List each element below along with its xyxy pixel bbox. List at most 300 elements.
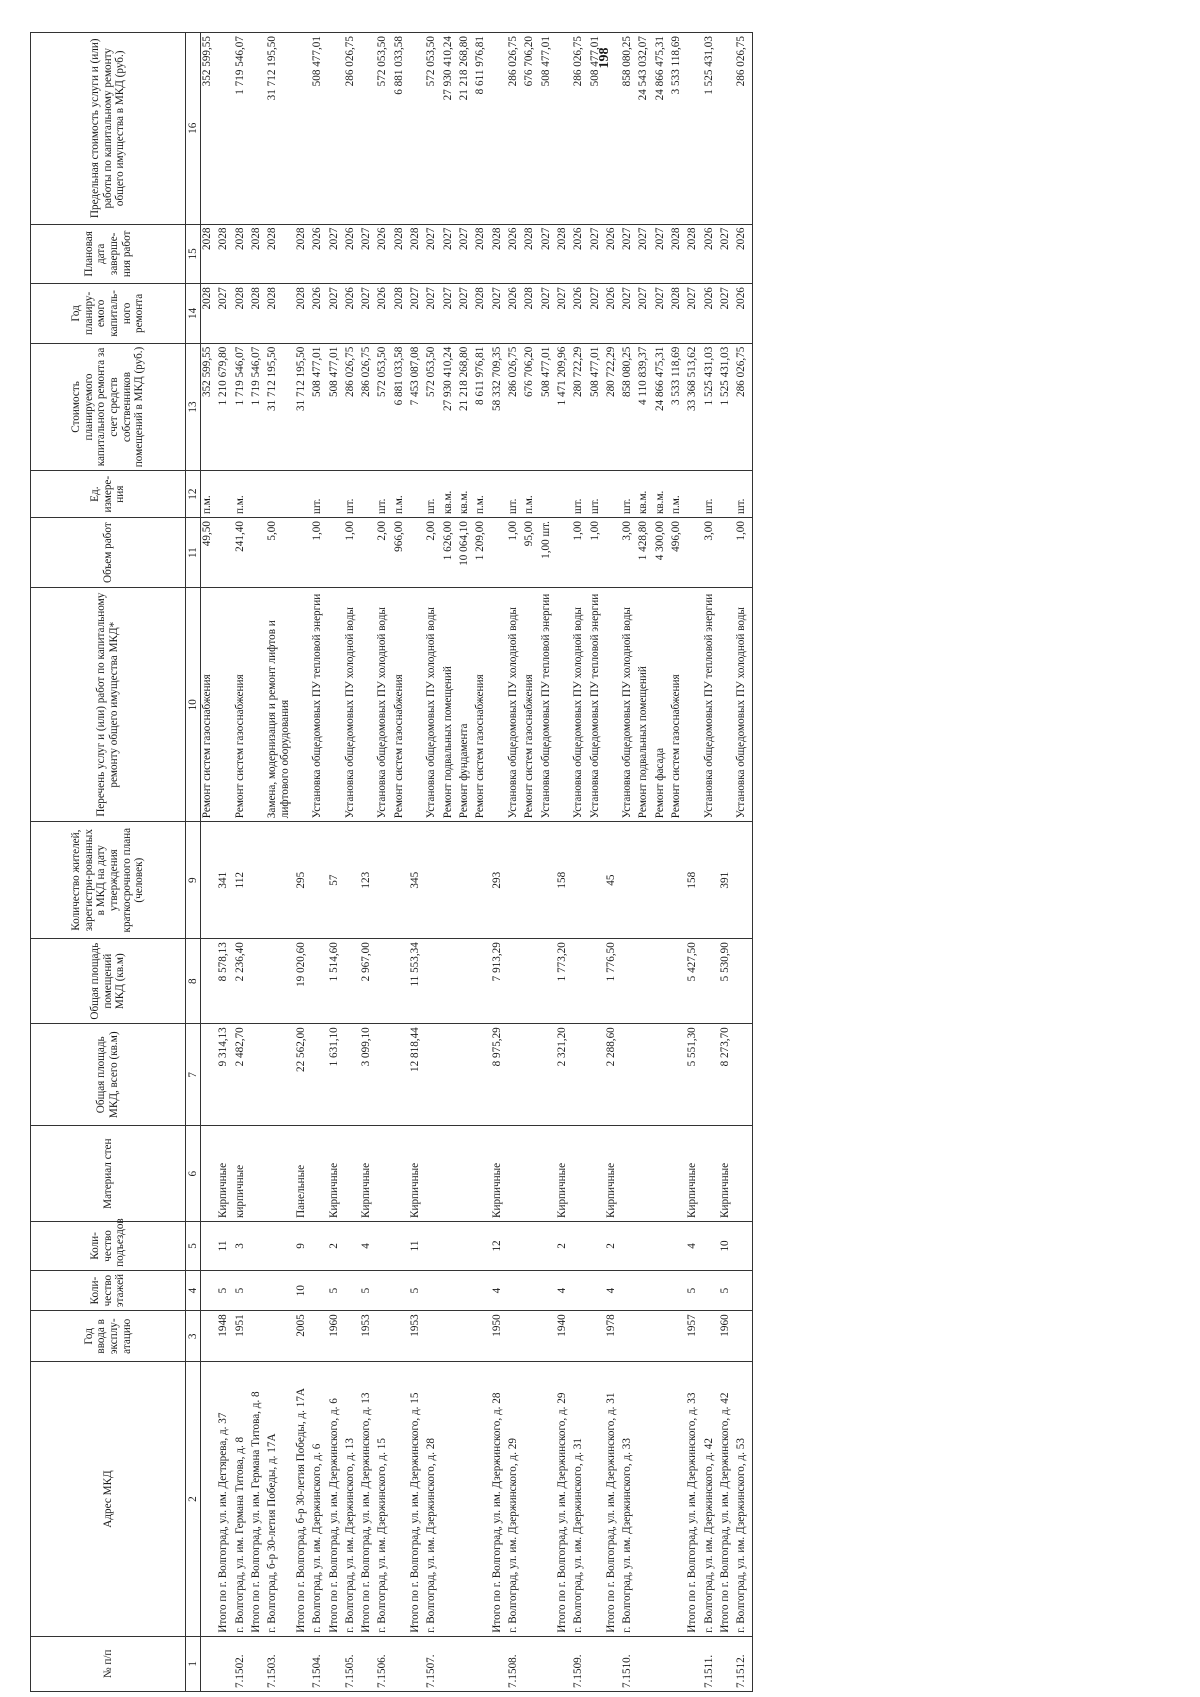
table-row xyxy=(474,33,486,1692)
floors-cell: 4 xyxy=(491,1270,503,1310)
total-area-cell xyxy=(654,1024,666,1126)
column-number: 12 xyxy=(186,471,201,518)
repair-year-cell: 2026 xyxy=(507,284,519,344)
repair-year-cell: 2028 xyxy=(295,284,307,344)
premises-area-cell: 7 913,29 xyxy=(491,939,503,1024)
premises-area-cell xyxy=(540,939,552,1024)
premises-area-cell xyxy=(201,939,214,1024)
residents-cell xyxy=(654,822,666,939)
work-type-cell: Установка общедомовых ПУ холодной воды xyxy=(572,588,584,822)
work-type-cell: Установка общедомовых ПУ тепловой энергии xyxy=(540,588,552,822)
total-row xyxy=(605,33,617,1692)
completion-date-cell: 2028 xyxy=(393,224,405,284)
residents-cell: 123 xyxy=(360,822,372,939)
wall-material-cell xyxy=(621,1126,633,1222)
premises-area-cell xyxy=(344,939,356,1024)
work-volume-cell: 1 626,00 xyxy=(442,518,454,588)
header-cell: Общая площадь помещений МКД (кв.м) xyxy=(31,939,186,1024)
planned-cost-cell: 858 080,25 xyxy=(621,343,633,471)
completion-date-cell: 2028 xyxy=(474,224,486,284)
unit-cell xyxy=(409,471,421,518)
table-row xyxy=(201,33,214,1692)
residents-cell: 57 xyxy=(328,822,340,939)
work-volume-cell xyxy=(719,518,731,588)
completion-date-cell: 2028 xyxy=(523,224,535,284)
floors-cell xyxy=(703,1270,715,1310)
wall-material-cell: кирпичные xyxy=(234,1126,246,1222)
commission-year-cell: 1953 xyxy=(360,1311,372,1362)
total-area-cell: 2 482,70 xyxy=(234,1024,246,1126)
work-volume-cell: 1,00 xyxy=(344,518,356,588)
header-cell: Коли-чество подъездов xyxy=(31,1222,186,1271)
entrances-cell xyxy=(201,1222,214,1271)
repair-plan-table xyxy=(30,32,753,1692)
unit-cell: шт. xyxy=(344,471,356,518)
column-number: 1 xyxy=(186,1636,201,1691)
work-volume-cell: 95,00 xyxy=(523,518,535,588)
entrances-cell xyxy=(670,1222,682,1271)
repair-year-cell: 2028 xyxy=(266,284,291,344)
unit-cell: п.м. xyxy=(670,471,682,518)
commission-year-cell xyxy=(589,1311,601,1362)
row-number-cell: 7.1502. xyxy=(234,1636,246,1691)
entrances-cell xyxy=(654,1222,666,1271)
floors-cell: 5 xyxy=(719,1270,731,1310)
unit-cell: п.м. xyxy=(393,471,405,518)
work-type-cell: Ремонт фасада xyxy=(654,588,666,822)
unit-cell: п.м. xyxy=(201,471,214,518)
total-area-cell: 9 314,13 xyxy=(217,1024,229,1126)
column-number: 7 xyxy=(186,1024,201,1126)
completion-date-cell: 2027 xyxy=(621,224,633,284)
row-number-cell xyxy=(393,1636,405,1691)
header-row xyxy=(31,33,186,1692)
max-cost-cell: 286 026,75 xyxy=(572,33,584,225)
residents-cell xyxy=(266,822,291,939)
entrances-cell: 4 xyxy=(686,1222,698,1271)
column-number: 14 xyxy=(186,284,201,344)
repair-year-cell: 2027 xyxy=(217,284,229,344)
work-type-cell: Ремонт систем газоснабжения xyxy=(393,588,405,822)
premises-area-cell xyxy=(311,939,323,1024)
max-cost-cell xyxy=(556,33,568,225)
unit-cell xyxy=(295,471,307,518)
address-cell: Итого по г. Волгоград, б-р 30-летия Победы, д. 17А xyxy=(295,1362,307,1636)
commission-year-cell: 1948 xyxy=(217,1311,229,1362)
address-cell: г. Волгоград, ул. им. Дзержинского, д. 15 xyxy=(376,1362,388,1636)
unit-cell xyxy=(719,471,731,518)
repair-year-cell: 2027 xyxy=(621,284,633,344)
floors-cell xyxy=(540,1270,552,1310)
commission-year-cell xyxy=(670,1311,682,1362)
wall-material-cell: Кирпичные xyxy=(491,1126,503,1222)
wall-material-cell: Кирпичные xyxy=(556,1126,568,1222)
column-number: 2 xyxy=(186,1362,201,1636)
max-cost-cell: 286 026,75 xyxy=(344,33,356,225)
header-cell: Коли-чество этажей xyxy=(31,1270,186,1310)
work-volume-cell: 241,40 xyxy=(234,518,246,588)
work-type-cell xyxy=(360,588,372,822)
total-area-cell xyxy=(735,1024,747,1126)
completion-date-cell: 2028 xyxy=(686,224,698,284)
work-volume-cell xyxy=(556,518,568,588)
max-cost-cell xyxy=(217,33,229,225)
completion-date-cell: 2027 xyxy=(442,224,454,284)
spacer-cell xyxy=(748,1362,753,1636)
address-cell: г. Волгоград, ул. им. Дзержинского, д. 13 xyxy=(344,1362,356,1636)
work-type-cell: Установка общедомовых ПУ холодной воды xyxy=(507,588,519,822)
address-cell: Итого по г. Волгоград, ул. им. Дзержинского, д. 15 xyxy=(409,1362,421,1636)
address-cell: Итого по г. Волгоград, ул. им. Германа Титова, д. 8 xyxy=(250,1362,262,1636)
premises-area-cell: 19 020,60 xyxy=(295,939,307,1024)
repair-year-cell: 2027 xyxy=(442,284,454,344)
completion-date-cell: 2026 xyxy=(605,224,617,284)
header-cell: Плановая дата заверше-ния работ xyxy=(31,224,186,284)
spacer-cell xyxy=(748,471,753,518)
repair-year-cell: 2026 xyxy=(344,284,356,344)
address-cell xyxy=(523,1362,535,1636)
commission-year-cell: 1951 xyxy=(234,1311,246,1362)
row-number-cell xyxy=(458,1636,470,1691)
premises-area-cell: 2 967,00 xyxy=(360,939,372,1024)
residents-cell xyxy=(442,822,454,939)
entrances-cell xyxy=(523,1222,535,1271)
repair-year-cell: 2027 xyxy=(686,284,698,344)
total-area-cell xyxy=(376,1024,388,1126)
work-volume-cell: 1,00 шт. xyxy=(540,518,552,588)
planned-cost-cell: 286 026,75 xyxy=(360,343,372,471)
repair-year-cell: 2026 xyxy=(605,284,617,344)
residents-cell xyxy=(637,822,649,939)
planned-cost-cell: 27 930 410,24 xyxy=(442,343,454,471)
table-row xyxy=(654,33,666,1692)
max-cost-cell xyxy=(605,33,617,225)
premises-area-cell: 2 236,40 xyxy=(234,939,246,1024)
address-cell: г. Волгоград, ул. им. Дзержинского, д. 53 xyxy=(735,1362,747,1636)
repair-year-cell: 2027 xyxy=(540,284,552,344)
spacer-cell xyxy=(748,33,753,225)
commission-year-cell: 1953 xyxy=(409,1311,421,1362)
floors-cell xyxy=(201,1270,214,1310)
address-cell: г. Волгоград, ул. им. Дзержинского, д. 42 xyxy=(703,1362,715,1636)
completion-date-cell: 2027 xyxy=(540,224,552,284)
wall-material-cell: Кирпичные xyxy=(686,1126,698,1222)
work-volume-cell: 4 300,00 xyxy=(654,518,666,588)
row-number-cell xyxy=(295,1636,307,1691)
commission-year-cell xyxy=(344,1311,356,1362)
unit-cell: шт. xyxy=(572,471,584,518)
floors-cell xyxy=(458,1270,470,1310)
repair-year-cell: 2027 xyxy=(360,284,372,344)
header-cell: Год ввода в эксплу-атацию xyxy=(31,1311,186,1362)
residents-cell xyxy=(311,822,323,939)
total-area-cell xyxy=(670,1024,682,1126)
planned-cost-cell: 8 611 976,81 xyxy=(474,343,486,471)
commission-year-cell xyxy=(540,1311,552,1362)
work-volume-cell xyxy=(360,518,372,588)
planned-cost-cell: 280 722,29 xyxy=(572,343,584,471)
total-area-cell xyxy=(637,1024,649,1126)
max-cost-cell: 572 053,50 xyxy=(376,33,388,225)
work-volume-cell: 3,00 xyxy=(703,518,715,588)
column-number: 13 xyxy=(186,343,201,471)
entrances-cell xyxy=(572,1222,584,1271)
completion-date-cell: 2027 xyxy=(458,224,470,284)
premises-area-cell xyxy=(523,939,535,1024)
entrances-cell xyxy=(589,1222,601,1271)
row-number-cell xyxy=(409,1636,421,1691)
floors-cell xyxy=(572,1270,584,1310)
unit-cell: шт. xyxy=(311,471,323,518)
floors-cell: 10 xyxy=(295,1270,307,1310)
entrances-cell: 11 xyxy=(217,1222,229,1271)
work-volume-cell xyxy=(217,518,229,588)
commission-year-cell xyxy=(250,1311,262,1362)
table-row xyxy=(311,33,323,1692)
work-volume-cell xyxy=(250,518,262,588)
entrances-cell: 11 xyxy=(409,1222,421,1271)
premises-area-cell xyxy=(507,939,519,1024)
spacer-cell xyxy=(748,822,753,939)
premises-area-cell xyxy=(572,939,584,1024)
completion-date-cell: 2026 xyxy=(507,224,519,284)
floors-cell xyxy=(507,1270,519,1310)
total-area-cell: 1 631,10 xyxy=(328,1024,340,1126)
completion-date-cell: 2026 xyxy=(311,224,323,284)
unit-cell xyxy=(328,471,340,518)
completion-date-cell: 2028 xyxy=(556,224,568,284)
address-cell xyxy=(393,1362,405,1636)
unit-cell: п.м. xyxy=(234,471,246,518)
row-number-cell: 7.1508. xyxy=(507,1636,519,1691)
commission-year-cell xyxy=(523,1311,535,1362)
premises-area-cell xyxy=(474,939,486,1024)
floors-cell xyxy=(654,1270,666,1310)
total-area-cell xyxy=(344,1024,356,1126)
max-cost-cell: 24 543 032,07 xyxy=(637,33,649,225)
residents-cell xyxy=(703,822,715,939)
header-cell: Предельная стоимость услуги и (или) работы по капитальному ремонту общего имущества в МКД (руб.) xyxy=(31,33,186,225)
total-area-cell: 8 975,29 xyxy=(491,1024,503,1126)
premises-area-cell xyxy=(654,939,666,1024)
header-cell: Общая площадь МКД, всего (кв.м) xyxy=(31,1024,186,1126)
total-area-cell xyxy=(507,1024,519,1126)
max-cost-cell xyxy=(686,33,698,225)
residents-cell xyxy=(523,822,535,939)
table-row xyxy=(344,33,356,1692)
header-cell: Количество жителей, зарегистри-рованных в МКД на дату утверждения краткосрочного плана (человек) xyxy=(31,822,186,939)
row-number-cell: 7.1503. xyxy=(266,1636,291,1691)
work-type-cell: Ремонт систем газоснабжения xyxy=(523,588,535,822)
planned-cost-cell: 31 712 195,50 xyxy=(266,343,291,471)
work-type-cell xyxy=(686,588,698,822)
commission-year-cell: 2005 xyxy=(295,1311,307,1362)
unit-cell: шт. xyxy=(425,471,437,518)
floors-cell xyxy=(621,1270,633,1310)
wall-material-cell xyxy=(523,1126,535,1222)
header-cell: Адрес МКД xyxy=(31,1362,186,1636)
work-type-cell: Установка общедомовых ПУ холодной воды xyxy=(621,588,633,822)
address-cell: г. Волгоград, б-р 30-летия Победы, д. 17А xyxy=(266,1362,291,1636)
floors-cell xyxy=(266,1270,291,1310)
work-volume-cell: 966,00 xyxy=(393,518,405,588)
total-row xyxy=(295,33,307,1692)
completion-date-cell: 2027 xyxy=(637,224,649,284)
work-type-cell xyxy=(719,588,731,822)
address-cell: г. Волгоград, ул. им. Дзержинского, д. 6 xyxy=(311,1362,323,1636)
commission-year-cell xyxy=(458,1311,470,1362)
entrances-cell: 4 xyxy=(360,1222,372,1271)
work-type-cell: Замена, модернизация и ремонт лифтов и лифтового оборудования xyxy=(266,588,291,822)
repair-year-cell: 2027 xyxy=(409,284,421,344)
work-type-cell xyxy=(217,588,229,822)
spacer-cell xyxy=(748,1126,753,1222)
commission-year-cell xyxy=(735,1311,747,1362)
table-row xyxy=(621,33,633,1692)
repair-year-cell: 2027 xyxy=(719,284,731,344)
address-cell: Итого по г. Волгоград, ул. им. Дзержинского, д. 29 xyxy=(556,1362,568,1636)
row-number-cell xyxy=(589,1636,601,1691)
unit-cell xyxy=(360,471,372,518)
premises-area-cell xyxy=(376,939,388,1024)
total-row xyxy=(491,33,503,1692)
residents-cell xyxy=(376,822,388,939)
address-cell: Итого по г. Волгоград, ул. им. Дзержинского, д. 6 xyxy=(328,1362,340,1636)
completion-date-cell: 2028 xyxy=(250,224,262,284)
entrances-cell xyxy=(637,1222,649,1271)
wall-material-cell xyxy=(540,1126,552,1222)
premises-area-cell xyxy=(393,939,405,1024)
planned-cost-cell: 1 719 546,07 xyxy=(250,343,262,471)
row-number-cell xyxy=(540,1636,552,1691)
planned-cost-cell: 24 866 475,31 xyxy=(654,343,666,471)
residents-cell xyxy=(201,822,214,939)
spacer-cell xyxy=(748,343,753,471)
header-cell: Перечень услуг и (или) работ по капитальному ремонту общего имущества МКД* xyxy=(31,588,186,822)
commission-year-cell: 1960 xyxy=(328,1311,340,1362)
work-volume-cell: 1 428,80 xyxy=(637,518,649,588)
completion-date-cell: 2028 xyxy=(234,224,246,284)
work-volume-cell: 1,00 xyxy=(735,518,747,588)
completion-date-cell: 2026 xyxy=(344,224,356,284)
entrances-cell xyxy=(311,1222,323,1271)
repair-year-cell: 2026 xyxy=(376,284,388,344)
floors-cell: 5 xyxy=(328,1270,340,1310)
planned-cost-cell: 508 477,01 xyxy=(311,343,323,471)
header-cell: Ед. измере-ния xyxy=(31,471,186,518)
floors-cell xyxy=(376,1270,388,1310)
address-cell: Итого по г. Волгоград, ул. им. Дзержинского, д. 33 xyxy=(686,1362,698,1636)
repair-year-cell: 2027 xyxy=(328,284,340,344)
residents-cell xyxy=(621,822,633,939)
total-row xyxy=(686,33,698,1692)
wall-material-cell xyxy=(425,1126,437,1222)
floors-cell xyxy=(393,1270,405,1310)
residents-cell: 158 xyxy=(686,822,698,939)
row-number-cell: 7.1506. xyxy=(376,1636,388,1691)
entrances-cell: 2 xyxy=(328,1222,340,1271)
entrances-cell xyxy=(507,1222,519,1271)
total-area-cell xyxy=(266,1024,291,1126)
work-type-cell: Установка общедомовых ПУ тепловой энергии xyxy=(311,588,323,822)
address-cell xyxy=(442,1362,454,1636)
column-number: 10 xyxy=(186,588,201,822)
premises-area-cell xyxy=(266,939,291,1024)
repair-year-cell: 2026 xyxy=(311,284,323,344)
address-cell xyxy=(201,1362,214,1636)
planned-cost-cell: 1 525 431,03 xyxy=(703,343,715,471)
entrances-cell xyxy=(735,1222,747,1271)
commission-year-cell: 1940 xyxy=(556,1311,568,1362)
wall-material-cell: Кирпичные xyxy=(360,1126,372,1222)
row-number-cell: 7.1509. xyxy=(572,1636,584,1691)
total-row xyxy=(217,33,229,1692)
total-area-cell: 2 288,60 xyxy=(605,1024,617,1126)
unit-cell: кв.м. xyxy=(654,471,666,518)
planned-cost-cell: 352 599,55 xyxy=(201,343,214,471)
row-number-cell: 7.1505. xyxy=(344,1636,356,1691)
work-type-cell xyxy=(556,588,568,822)
planned-cost-cell: 1 525 431,03 xyxy=(719,343,731,471)
planned-cost-cell: 286 026,75 xyxy=(507,343,519,471)
address-cell: Итого по г. Волгоград, ул. им. Дзержинского, д. 42 xyxy=(719,1362,731,1636)
floors-cell xyxy=(425,1270,437,1310)
commission-year-cell: 1960 xyxy=(719,1311,731,1362)
residents-cell xyxy=(344,822,356,939)
completion-date-cell: 2028 xyxy=(295,224,307,284)
total-area-cell xyxy=(393,1024,405,1126)
completion-date-cell: 2026 xyxy=(735,224,747,284)
work-volume-cell: 1,00 xyxy=(311,518,323,588)
entrances-cell xyxy=(703,1222,715,1271)
floors-cell: 5 xyxy=(234,1270,246,1310)
wall-material-cell xyxy=(442,1126,454,1222)
work-type-cell: Установка общедомовых ПУ холодной воды xyxy=(344,588,356,822)
work-type-cell xyxy=(409,588,421,822)
work-volume-cell: 10 064,10 xyxy=(458,518,470,588)
row-number-cell xyxy=(605,1636,617,1691)
planned-cost-cell: 31 712 195,50 xyxy=(295,343,307,471)
table-row xyxy=(670,33,682,1692)
header-cell: № п/п xyxy=(31,1636,186,1691)
total-area-cell xyxy=(540,1024,552,1126)
table-row xyxy=(523,33,535,1692)
spacer-cell xyxy=(748,1222,753,1271)
header-cell: Материал стен xyxy=(31,1126,186,1222)
table-body xyxy=(201,33,753,1692)
row-number-cell: 7.1510. xyxy=(621,1636,633,1691)
spacer-cell xyxy=(748,1024,753,1126)
planned-cost-cell: 508 477,01 xyxy=(328,343,340,471)
address-cell: Итого по г. Волгоград, ул. им. Дзержинского, д. 28 xyxy=(491,1362,503,1636)
entrances-cell xyxy=(458,1222,470,1271)
max-cost-cell xyxy=(360,33,372,225)
column-number: 15 xyxy=(186,224,201,284)
unit-cell: шт. xyxy=(376,471,388,518)
row-number-cell xyxy=(201,1636,214,1691)
row-number-cell: 7.1507. xyxy=(425,1636,437,1691)
repair-year-cell: 2026 xyxy=(735,284,747,344)
residents-cell xyxy=(589,822,601,939)
repair-year-cell: 2026 xyxy=(703,284,715,344)
address-cell xyxy=(637,1362,649,1636)
column-number: 4 xyxy=(186,1270,201,1310)
commission-year-cell: 1978 xyxy=(605,1311,617,1362)
max-cost-cell: 1 525 431,03 xyxy=(703,33,715,225)
residents-cell xyxy=(507,822,519,939)
premises-area-cell xyxy=(621,939,633,1024)
table-row xyxy=(735,33,747,1692)
